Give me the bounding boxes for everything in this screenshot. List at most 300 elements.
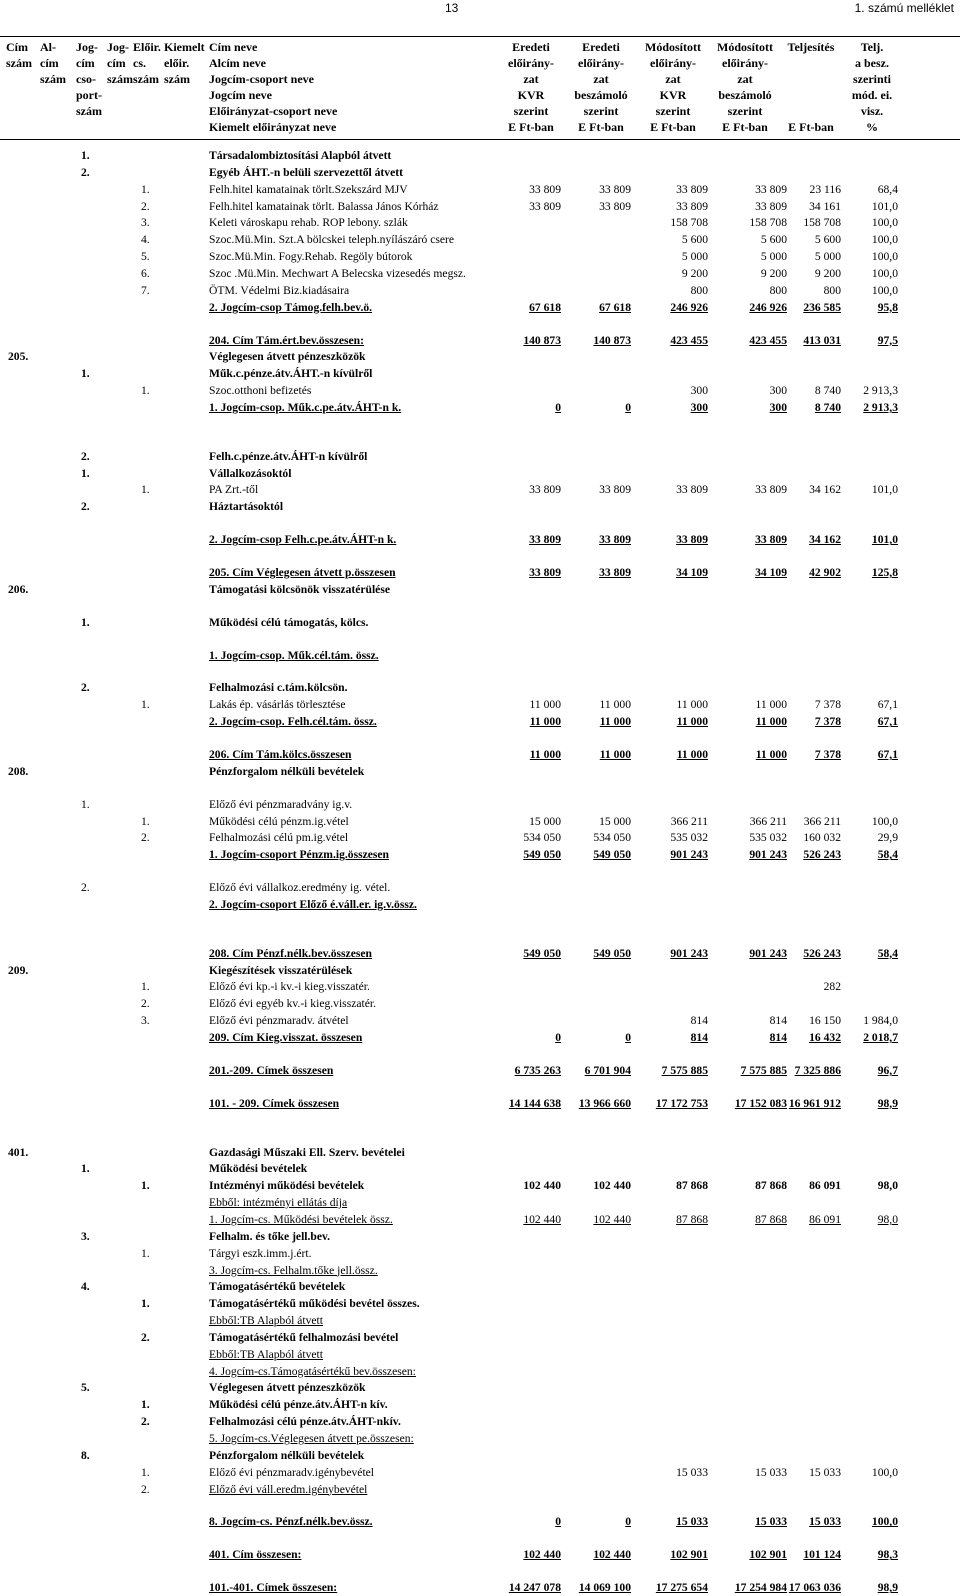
value-cell: 0 — [625, 1031, 631, 1044]
value-cell: 14 247 078 — [508, 1581, 561, 1595]
jogcim-number: 2. — [141, 1482, 150, 1496]
jogcim-number: 3. — [141, 216, 150, 230]
value-cell: 68,4 — [877, 182, 898, 196]
header-col-eredeti-beszamolo: Eredeti előirány- zat beszámoló szerint E Ft-ban — [574, 40, 628, 134]
table-row — [0, 1448, 960, 1464]
page-number: 13 — [445, 1, 459, 15]
table-row — [0, 1347, 960, 1363]
value-cell: 300 — [690, 384, 708, 398]
table-row — [0, 1380, 960, 1396]
value-cell: 140 873 — [523, 333, 561, 347]
row-label: Társadalombiztosítási Alapból átvett — [209, 149, 392, 162]
table-row — [0, 1580, 960, 1596]
value-cell: 11 000 — [529, 715, 561, 729]
table-row — [0, 1279, 960, 1295]
value-cell: 526 243 — [803, 946, 841, 960]
jogcim-number: 1. — [141, 1465, 150, 1479]
row-label: Pénzforgalom nélküli bevételek — [209, 1448, 365, 1462]
row-label: Felhalmozási célú pénze.átv.ÁHT-nkív. — [209, 1415, 401, 1429]
row-label: Előző évi vállalkoz.eredmény ig. vétel. — [209, 881, 391, 895]
value-cell: 33 809 — [755, 533, 787, 547]
table-row — [0, 615, 960, 631]
jogcim-number: 2. — [141, 199, 150, 213]
value-cell: 67,1 — [877, 747, 898, 761]
value-cell: 100,0 — [871, 1515, 898, 1529]
table-row — [0, 383, 960, 399]
value-cell: 366 211 — [749, 814, 787, 828]
value-cell: 11 000 — [599, 698, 631, 712]
value-cell: 125,8 — [871, 566, 898, 579]
value-cell: 67 618 — [529, 300, 561, 314]
alcim-number: 1. — [81, 466, 90, 480]
value-cell: 158 708 — [749, 216, 787, 230]
value-cell: 33 809 — [599, 533, 631, 547]
value-cell: 0 — [625, 400, 631, 414]
value-cell: 534 050 — [593, 831, 631, 845]
value-cell: 58,4 — [877, 848, 898, 862]
table-row — [0, 1195, 960, 1211]
row-label: Intézményi működési bevételek — [209, 1179, 365, 1193]
table-row — [0, 1161, 960, 1177]
row-label: PA Zrt.-től — [209, 483, 259, 497]
value-cell: 11 000 — [676, 715, 708, 729]
row-label: 2. Jogcím-csoport Előző é.váll.er. ig.v.össz. — [209, 897, 417, 911]
table-row — [0, 764, 960, 780]
row-label: Műk.c.pénze.átv.ÁHT.-n kívülről — [209, 367, 373, 381]
value-cell: 67,1 — [877, 715, 898, 729]
value-cell: 15 033 — [809, 1515, 841, 1529]
row-label: Szoc .Mü.Min. Mechwart A Belecska vizesedés megsz. — [209, 266, 466, 280]
value-cell: 58,4 — [877, 946, 898, 960]
table-row — [0, 648, 960, 664]
cim-number: 205. — [8, 350, 29, 364]
page-top-bar — [0, 0, 960, 18]
jogcim-number: 1. — [141, 814, 150, 828]
value-cell: 901 243 — [670, 848, 708, 862]
value-cell: 158 708 — [670, 216, 708, 230]
jogcim-number: 2. — [141, 997, 150, 1011]
table-row — [0, 1330, 960, 1346]
table-row — [0, 1397, 960, 1413]
value-cell: 2 913,3 — [863, 400, 898, 414]
value-cell: 901 243 — [670, 946, 708, 960]
value-cell: 17 063 036 — [788, 1581, 841, 1595]
table-row — [0, 1263, 960, 1279]
value-cell: 300 — [769, 384, 787, 398]
jogcim-number: 6. — [141, 266, 150, 280]
value-cell: 15 033 — [755, 1465, 787, 1479]
row-label: 3. Jogcím-cs. Felhalm.tőke jell.össz. — [209, 1263, 378, 1277]
row-label: 209. Cím Kieg.visszat. összesen — [209, 1031, 363, 1044]
value-cell: 102 440 — [593, 1212, 631, 1226]
value-cell: 11 000 — [755, 715, 787, 729]
row-label: Ebből: intézményi ellátás díja — [209, 1196, 348, 1210]
value-cell: 246 926 — [749, 300, 787, 314]
row-label: 101. - 209. Címek összesen — [209, 1096, 340, 1110]
jogcim-number: 7. — [141, 283, 150, 297]
header-col-cim: Cím szám — [6, 40, 32, 70]
header-col-eloircs: Előir. cs. szám — [133, 40, 161, 86]
value-cell: 33 809 — [529, 483, 561, 497]
table-row — [0, 680, 960, 696]
value-cell: 9 200 — [760, 266, 787, 280]
row-label: Szoc.Mü.Min. Szt.A bölcskei teleph.nyílászáró csere — [209, 233, 455, 247]
value-cell: 14 069 100 — [578, 1581, 631, 1595]
row-label: Működési bevételek — [209, 1162, 308, 1176]
value-cell: 5 600 — [760, 233, 787, 247]
value-cell: 100,0 — [871, 250, 898, 264]
header-col-jogcim: Jog- cím szám — [107, 40, 133, 86]
alcim-number: 2. — [81, 165, 90, 179]
table-row — [0, 1229, 960, 1245]
table-row — [0, 814, 960, 830]
table-row — [0, 1178, 960, 1194]
value-cell: 100,0 — [871, 216, 898, 230]
jogcim-number: 3. — [141, 1014, 150, 1028]
value-cell: 100,0 — [871, 283, 898, 297]
value-cell: 34 161 — [809, 199, 841, 213]
table-row — [0, 199, 960, 215]
value-cell: 5 600 — [681, 233, 708, 247]
row-label: Pénzforgalom nélküli bevételek — [209, 764, 365, 778]
row-label: Felh.hitel kamatainak törlt.Szekszárd MJV — [209, 182, 408, 196]
value-cell: 549 050 — [523, 946, 561, 960]
jogcim-number: 4. — [141, 233, 150, 247]
value-cell: 11 000 — [599, 715, 631, 729]
value-cell: 97,5 — [877, 333, 898, 347]
value-cell: 15 000 — [599, 814, 631, 828]
table-row — [0, 582, 960, 598]
value-cell: 15 033 — [755, 1515, 787, 1529]
value-cell: 814 — [690, 1014, 708, 1028]
table-row — [0, 366, 960, 382]
value-cell: 95,8 — [877, 300, 898, 314]
value-cell: 102 901 — [749, 1548, 787, 1562]
row-label: Ebből:TB Alapból átvett — [209, 1314, 323, 1328]
value-cell: 2 018,7 — [863, 1031, 898, 1044]
table-row — [0, 946, 960, 962]
table-row — [0, 847, 960, 863]
value-cell: 42 902 — [809, 566, 841, 579]
value-cell: 7 378 — [814, 715, 841, 729]
alcim-number: 2. — [81, 681, 90, 695]
alcim-number: 1. — [81, 615, 90, 629]
table-row — [0, 565, 960, 581]
value-cell: 33 809 — [755, 483, 787, 497]
alcim-number: 1. — [81, 367, 90, 381]
jogcim-number: 2. — [141, 1415, 150, 1429]
table-row — [0, 249, 960, 265]
row-label: 2. Jogcím-csop Támog.felh.bev.ö. — [209, 300, 373, 314]
row-label: 5. Jogcím-cs.Véglegesen átvett pe.összesen: — [209, 1432, 414, 1445]
value-cell: 236 585 — [803, 300, 841, 314]
value-cell: 33 809 — [529, 533, 561, 547]
value-cell: 7 575 885 — [661, 1063, 708, 1077]
row-label: 1. Jogcím-cs. Működési bevételek össz. — [209, 1212, 393, 1226]
alcim-number: 2. — [81, 449, 90, 463]
table-row — [0, 1482, 960, 1498]
table-row — [0, 1030, 960, 1046]
row-label: Előző évi pénzmaradvány ig.v. — [209, 797, 353, 811]
table-row — [0, 697, 960, 713]
value-cell: 423 455 — [670, 333, 708, 347]
value-cell: 16 432 — [809, 1031, 841, 1044]
value-cell: 9 200 — [681, 266, 708, 280]
value-cell: 534 050 — [523, 831, 561, 845]
cim-number: 401. — [8, 1145, 29, 1159]
value-cell: 16 150 — [809, 1014, 841, 1028]
value-cell: 98,0 — [877, 1212, 898, 1226]
row-label: Működési célú pénzm.ig.vétel — [209, 814, 349, 828]
value-cell: 160 032 — [803, 831, 841, 845]
value-cell: 246 926 — [670, 300, 708, 314]
value-cell: 7 325 886 — [794, 1063, 841, 1077]
value-cell: 9 200 — [814, 266, 841, 280]
value-cell: 34 162 — [809, 533, 841, 547]
value-cell: 100,0 — [871, 233, 898, 247]
value-cell: 102 440 — [523, 1179, 561, 1193]
table-row — [0, 1313, 960, 1329]
jogcim-number: 5. — [141, 250, 150, 264]
value-cell: 5 000 — [681, 250, 708, 264]
header-col-alcim: Al- cím szám — [40, 40, 66, 86]
row-label: Előző évi egyéb kv.-i kieg.visszatér. — [209, 997, 376, 1011]
value-cell: 17 172 753 — [655, 1096, 708, 1110]
alcim-number: 2. — [81, 500, 90, 514]
header-col-names: Cím neve Alcím neve Jogcím-csoport neve Jogcím neve Előirányzat-csoport neve Kiemelt előirányzat neve — [209, 40, 338, 134]
value-cell: 0 — [625, 1515, 631, 1529]
row-label: 205. Cím Véglegesen átvett p.összesen — [209, 566, 396, 579]
cim-number: 206. — [8, 582, 29, 596]
row-label: 1. Jogcím-csop. Műk.cél.tám. össz. — [209, 648, 379, 662]
value-cell: 549 050 — [593, 946, 631, 960]
table-row — [0, 266, 960, 282]
jogcim-number: 1. — [141, 1246, 150, 1260]
value-cell: 0 — [555, 1515, 561, 1529]
value-cell: 814 — [769, 1031, 787, 1044]
table-row — [0, 349, 960, 365]
value-cell: 98,9 — [877, 1096, 898, 1110]
value-cell: 33 809 — [755, 199, 787, 213]
value-cell: 34 109 — [676, 566, 708, 579]
value-cell: 11 000 — [529, 747, 561, 761]
value-cell: 11 000 — [676, 698, 708, 712]
value-cell: 140 873 — [593, 333, 631, 347]
jogcim-number: 1. — [141, 1398, 150, 1412]
row-label: 2. Jogcím-csop. Felh.cél.tám. össz. — [209, 715, 377, 729]
row-label: Támogatási kölcsönök visszatérülése — [209, 582, 390, 596]
value-cell: 366 211 — [670, 814, 708, 828]
header-col-modositott-beszamolo: Módosított előirány- zat beszámoló szerint E Ft-ban — [717, 40, 773, 134]
row-label: 206. Cím Tám.kölcs.összesen — [209, 747, 352, 761]
value-cell: 101,0 — [871, 483, 898, 497]
value-cell: 5 000 — [760, 250, 787, 264]
table-row — [0, 996, 960, 1012]
row-label: Felhalmozási célú pm.ig.vétel — [209, 831, 349, 845]
jogcim-number: 2. — [141, 1330, 150, 1344]
value-cell: 101,0 — [871, 199, 898, 213]
row-label: Támogatásértékű felhalmozási bevétel — [209, 1330, 399, 1344]
value-cell: 300 — [690, 400, 708, 414]
value-cell: 13 966 660 — [578, 1096, 631, 1110]
value-cell: 100,0 — [871, 266, 898, 280]
jogcim-number: 1. — [141, 182, 150, 196]
row-label: Szoc.Mü.Min. Fogy.Rehab. Regöly bútorok — [209, 250, 413, 264]
table-row — [0, 830, 960, 846]
value-cell: 100,0 — [871, 814, 898, 828]
table-row — [0, 1145, 960, 1161]
table-row — [0, 714, 960, 730]
value-cell: 33 809 — [599, 182, 631, 196]
value-cell: 800 — [769, 283, 787, 297]
row-label: 1. Jogcím-csop. Műk.c.pe.átv.ÁHT-n k. — [209, 400, 402, 414]
row-label: Gazdasági Műszaki Ell. Szerv. bevételei — [209, 1145, 405, 1159]
value-cell: 33 809 — [755, 182, 787, 196]
value-cell: 14 144 638 — [508, 1096, 561, 1110]
value-cell: 15 033 — [676, 1515, 708, 1529]
value-cell: 413 031 — [803, 333, 841, 347]
table-row — [0, 532, 960, 548]
table-row — [0, 1063, 960, 1079]
row-label: Ebből:TB Alapból átvett — [209, 1347, 323, 1361]
value-cell: 5 600 — [814, 233, 841, 247]
alcim-number: 2. — [81, 881, 90, 895]
table-row — [0, 400, 960, 416]
value-cell: 34 109 — [755, 566, 787, 579]
value-cell: 11 000 — [599, 747, 631, 761]
header-col-kiemelt: Kiemelt előir. szám — [164, 40, 205, 86]
value-cell: 87 868 — [755, 1212, 787, 1226]
table-row — [0, 1296, 960, 1312]
value-cell: 15 033 — [676, 1465, 708, 1479]
table-row — [0, 747, 960, 763]
table-row — [0, 1414, 960, 1430]
value-cell: 33 809 — [676, 483, 708, 497]
value-cell: 1 984,0 — [863, 1014, 898, 1028]
row-label: 401. Cím összesen: — [209, 1548, 302, 1562]
value-cell: 86 091 — [809, 1212, 841, 1226]
row-label: ÖTM. Védelmi Biz.kiadásaira — [209, 283, 350, 297]
table-row — [0, 1514, 960, 1530]
table-row — [0, 1547, 960, 1563]
row-label: Támogatásértékű bevételek — [209, 1280, 346, 1294]
row-label: Felhalm. és tőke jell.bev. — [209, 1229, 331, 1243]
row-label: Háztartásoktól — [209, 500, 284, 514]
value-cell: 11 000 — [755, 698, 787, 712]
value-cell: 282 — [823, 980, 841, 994]
row-label: Tárgyi eszk.imm.j.ért. — [209, 1246, 312, 1260]
table-row — [0, 1246, 960, 1262]
value-cell: 2 913,3 — [863, 384, 898, 398]
row-label: Egyéb ÁHT.-n belüli szervezettől átvett — [209, 165, 403, 179]
jogcim-number: 2. — [141, 831, 150, 845]
value-cell: 901 243 — [749, 946, 787, 960]
value-cell: 15 000 — [529, 814, 561, 828]
row-label: 204. Cím Tám.ért.bev.összesen: — [209, 333, 364, 347]
value-cell: 33 809 — [676, 533, 708, 547]
row-label: Előző évi kp.-i kv.-i kieg.visszatér. — [209, 980, 370, 994]
value-cell: 7 575 885 — [740, 1063, 787, 1077]
value-cell: 8 740 — [814, 384, 841, 398]
value-cell: 6 735 263 — [514, 1063, 561, 1077]
jogcim-number: 1. — [141, 980, 150, 994]
row-label: Lakás ép. vásárlás törlesztése — [209, 698, 346, 712]
value-cell: 15 033 — [809, 1465, 841, 1479]
value-cell: 11 000 — [529, 698, 561, 712]
header-col-teljesites-unit: E Ft-ban — [788, 120, 834, 134]
table-row — [0, 963, 960, 979]
value-cell: 98,0 — [877, 1179, 898, 1193]
value-cell: 549 050 — [593, 848, 631, 862]
value-cell: 33 809 — [529, 199, 561, 213]
value-cell: 549 050 — [523, 848, 561, 862]
value-cell: 300 — [769, 400, 787, 414]
value-cell: 366 211 — [803, 814, 841, 828]
row-label: Működési célú támogatás, kölcs. — [209, 615, 369, 629]
row-label: Keleti városkapu rehab. ROP lebony. szlák — [209, 216, 408, 230]
value-cell: 86 091 — [809, 1179, 841, 1193]
alcim-number: 1. — [81, 797, 90, 811]
row-label: 201.-209. Címek összesen — [209, 1063, 334, 1077]
value-cell: 8 740 — [814, 400, 841, 414]
value-cell: 102 440 — [523, 1548, 561, 1562]
row-label: Felhalmozási c.tám.kölcsön. — [209, 681, 348, 695]
jogcim-number: 1. — [141, 1179, 150, 1193]
value-cell: 7 378 — [814, 698, 841, 712]
value-cell: 102 440 — [593, 1548, 631, 1562]
value-cell: 34 162 — [809, 483, 841, 497]
row-label: Előző évi váll.eredm.igénybevétel — [209, 1482, 368, 1496]
table-row — [0, 232, 960, 248]
jogcim-number: 1. — [141, 384, 150, 398]
alcim-number: 4. — [81, 1280, 90, 1294]
value-cell: 29,9 — [877, 831, 898, 845]
header-col-telj-szazalek: Telj. a besz. szerinti mód. ei. visz. % — [851, 40, 893, 134]
table-row — [0, 1364, 960, 1380]
row-label: Véglegesen átvett pénzeszközök — [209, 1381, 366, 1395]
value-cell: 96,7 — [877, 1063, 898, 1077]
value-cell: 814 — [769, 1014, 787, 1028]
header-col-modositott-kvr: Módosított előirány- zat KVR szerint E Ft-ban — [645, 40, 701, 134]
table-row — [0, 979, 960, 995]
alcim-number: 1. — [81, 1162, 90, 1176]
row-label: Kiegészítések visszatérülések — [209, 963, 353, 977]
value-cell: 17 275 654 — [655, 1581, 708, 1595]
row-label: Felh.hitel kamatainak törlt. Balassa János Kórház — [209, 199, 439, 213]
header-col-jogcimcsoport: Jog- cím cso- port- szám — [76, 40, 102, 118]
row-label: 4. Jogcím-cs.Támogatásértékű bev.összesen: — [209, 1364, 416, 1378]
value-cell: 67,1 — [877, 698, 898, 712]
value-cell: 6 701 904 — [584, 1063, 631, 1077]
value-cell: 0 — [555, 400, 561, 414]
jogcim-number: 1. — [141, 483, 150, 497]
value-cell: 33 809 — [599, 566, 631, 579]
value-cell: 23 116 — [809, 182, 841, 196]
value-cell: 33 809 — [676, 182, 708, 196]
row-label: 2. Jogcím-csop Felh.c.pe.átv.ÁHT-n k. — [209, 533, 397, 547]
table-row — [0, 1013, 960, 1029]
alcim-number: 5. — [81, 1381, 90, 1395]
value-cell: 87 868 — [755, 1179, 787, 1193]
row-label: Működési célú pénze.átv.ÁHT-n kív. — [209, 1398, 388, 1412]
alcim-number: 3. — [81, 1229, 90, 1243]
table-row — [0, 165, 960, 181]
row-label: Támogatásértékű működési bevétel összes. — [209, 1297, 420, 1311]
value-cell: 33 809 — [529, 566, 561, 579]
table-row — [0, 283, 960, 299]
row-label: 8. Jogcím-cs. Pénzf.nélk.bev.össz. — [209, 1515, 373, 1529]
value-cell: 0 — [555, 1031, 561, 1044]
